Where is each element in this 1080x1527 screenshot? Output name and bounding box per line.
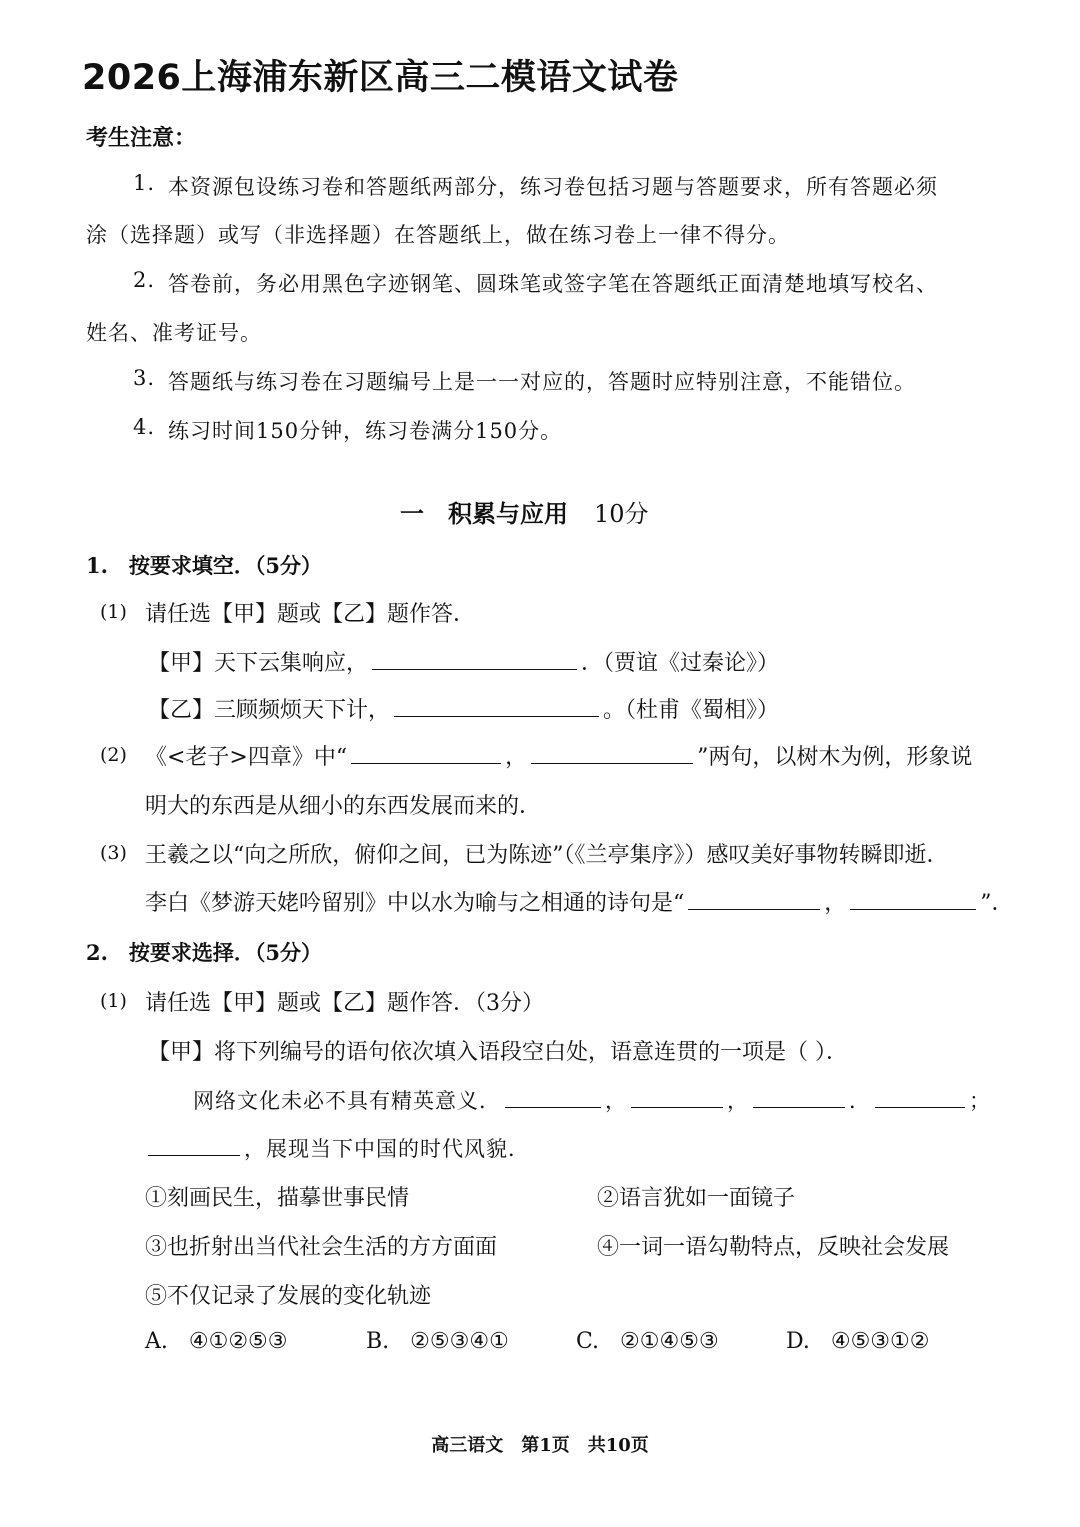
q2-option-a[interactable] xyxy=(145,1329,288,1354)
notice-item-2-line2: 姓名、准考证号。 xyxy=(86,321,262,345)
q1-part3-num: (3) xyxy=(100,842,127,864)
q1-yi-prefix: 【乙】三顾频烦天下计， xyxy=(148,698,391,723)
q1-yi-answer-blank[interactable] xyxy=(394,698,599,717)
q2-passage-blank-5[interactable] xyxy=(148,1137,240,1156)
notice-item-2-num: 2. xyxy=(133,268,156,292)
q1-part3-line2 xyxy=(145,886,1014,917)
q2-passage-line2 xyxy=(148,1133,530,1163)
section-label: 一 积累与应用 xyxy=(400,500,568,528)
q1-part2-suffix: ”两句，以树木为例，形象说 xyxy=(697,745,973,770)
q1-part2-line1 xyxy=(145,740,972,771)
notice-item-3-num: 3. xyxy=(133,366,156,390)
section-points: 10分 xyxy=(594,500,649,528)
q1-jia-line xyxy=(148,646,779,677)
notice-heading: 考生注意： xyxy=(86,125,197,151)
q2-item-3: ③也折射出当代社会生活的方方面面 xyxy=(145,1235,498,1260)
q2-item-5: ⑤不仅记录了发展的变化轨迹 xyxy=(145,1284,432,1309)
notice-item-2-line1: 答卷前，务必用黑色字迹钢笔、圆珠笔或签字笔在答题纸正面清楚地填写校名、 xyxy=(168,272,938,296)
q1-yi-suffix: 。（杜甫《蜀相》） xyxy=(603,698,780,723)
notice-item-1-line2: 涂（选择题）或写（非选择题）在答题纸上，做在练习卷上一律不得分。 xyxy=(86,223,790,247)
q2-passage-sep-4: ； xyxy=(969,1089,991,1113)
q1-part2-blank-2[interactable] xyxy=(531,745,693,764)
q2-option-b[interactable] xyxy=(366,1329,509,1354)
q2-option-d-value: ④⑤③①② xyxy=(830,1329,930,1354)
notice-item-4-line1: 练习时间150分钟，练习卷满分150分。 xyxy=(168,419,563,443)
q1-jia-answer-blank[interactable] xyxy=(372,651,577,670)
notice-item-1-line1: 本资源包设练习卷和答题纸两部分，练习卷包括习题与答题要求，所有答题必须 xyxy=(168,175,938,199)
q2-jia-text: 【甲】将下列编号的语句依次填入语段空白处，语意连贯的一项是（ ）． xyxy=(148,1040,848,1065)
q2-passage-sep-1: ， xyxy=(605,1089,627,1113)
q2-option-c-value: ②①④⑤③ xyxy=(620,1329,719,1354)
q2-option-b-label: B. xyxy=(366,1329,390,1354)
q1-part2-prefix: 《<老子>四章》中“ xyxy=(145,745,348,770)
q1-part1-num: (1) xyxy=(100,601,127,623)
q1-yi-line xyxy=(148,693,779,724)
q2-passage-blank-1[interactable] xyxy=(505,1089,601,1108)
page-footer: 高三语文 第1页 共10页 xyxy=(431,1435,649,1456)
q2-passage-suffix: ，展现当下中国的时代风貌． xyxy=(244,1137,530,1161)
q2-option-c-label: C. xyxy=(576,1329,600,1354)
q2-passage-blank-2[interactable] xyxy=(631,1089,723,1108)
notice-item-3-line1: 答题纸与练习卷在习题编号上是一一对应的，答题时应特别注意，不能错位。 xyxy=(168,370,916,394)
q2-part1-num: (1) xyxy=(100,990,127,1012)
q1-part2-blank-1[interactable] xyxy=(351,745,501,764)
q1-part3-mid: ， xyxy=(824,891,847,916)
q1-part1-text: 请任选【甲】题或【乙】题作答． xyxy=(145,602,476,627)
q1-part3-line1: 王羲之以“向之所欣，俯仰之间，已为陈迹”（《兰亭集序》）感叹美好事物转瞬即逝． xyxy=(145,843,949,868)
question-2-heading: 2. 按要求选择．（5分） xyxy=(86,940,323,965)
q2-option-b-value: ②⑤③④① xyxy=(410,1329,509,1354)
q1-part2-num: (2) xyxy=(100,744,127,766)
q1-jia-prefix: 【甲】天下云集响应， xyxy=(148,651,369,676)
q1-jia-suffix: ．（贾谊《过秦论》） xyxy=(581,651,780,676)
q2-passage-blank-4[interactable] xyxy=(875,1089,965,1108)
q1-part3-prefix: 李白《梦游天姥吟留别》中以水为喻与之相通的诗句是“ xyxy=(145,891,685,916)
q2-option-a-label: A. xyxy=(145,1329,168,1354)
q2-option-c[interactable] xyxy=(576,1329,719,1354)
question-1-heading: 1. 按要求填空．（5分） xyxy=(86,553,323,578)
section-heading xyxy=(400,494,649,529)
q2-passage-sep-2: ， xyxy=(727,1089,749,1113)
q2-option-a-value: ④①②⑤③ xyxy=(188,1329,288,1354)
q1-part3-suffix: ”． xyxy=(980,891,1014,916)
q2-passage-blank-3[interactable] xyxy=(753,1089,845,1108)
q2-option-d-label: D. xyxy=(786,1329,810,1354)
q1-part2-mid: ， xyxy=(505,745,528,770)
q2-passage-prefix: 网络文化未必不具有精英意义． xyxy=(193,1089,501,1113)
q1-part2-line2: 明大的东西是从细小的东西发展而来的． xyxy=(145,794,542,819)
q2-item-4: ④一词一语勾勒特点，反映社会发展 xyxy=(597,1235,950,1260)
q2-passage-line1 xyxy=(193,1085,991,1115)
q2-item-2: ②语言犹如一面镜子 xyxy=(597,1186,796,1211)
notice-item-1-num: 1. xyxy=(133,171,156,195)
q2-option-d[interactable] xyxy=(786,1329,929,1354)
page-title: 2026上海浦东新区高三二模语文试卷 xyxy=(82,58,679,98)
q2-item-1: ①刻画民生，描摹世事民情 xyxy=(145,1186,410,1211)
q1-part3-blank-2[interactable] xyxy=(850,891,976,910)
q2-part1-text: 请任选【甲】题或【乙】题作答．（3分） xyxy=(145,991,544,1016)
q2-passage-sep-3: ． xyxy=(849,1089,871,1113)
notice-item-4-num: 4. xyxy=(133,415,156,439)
q1-part3-blank-1[interactable] xyxy=(688,891,820,910)
